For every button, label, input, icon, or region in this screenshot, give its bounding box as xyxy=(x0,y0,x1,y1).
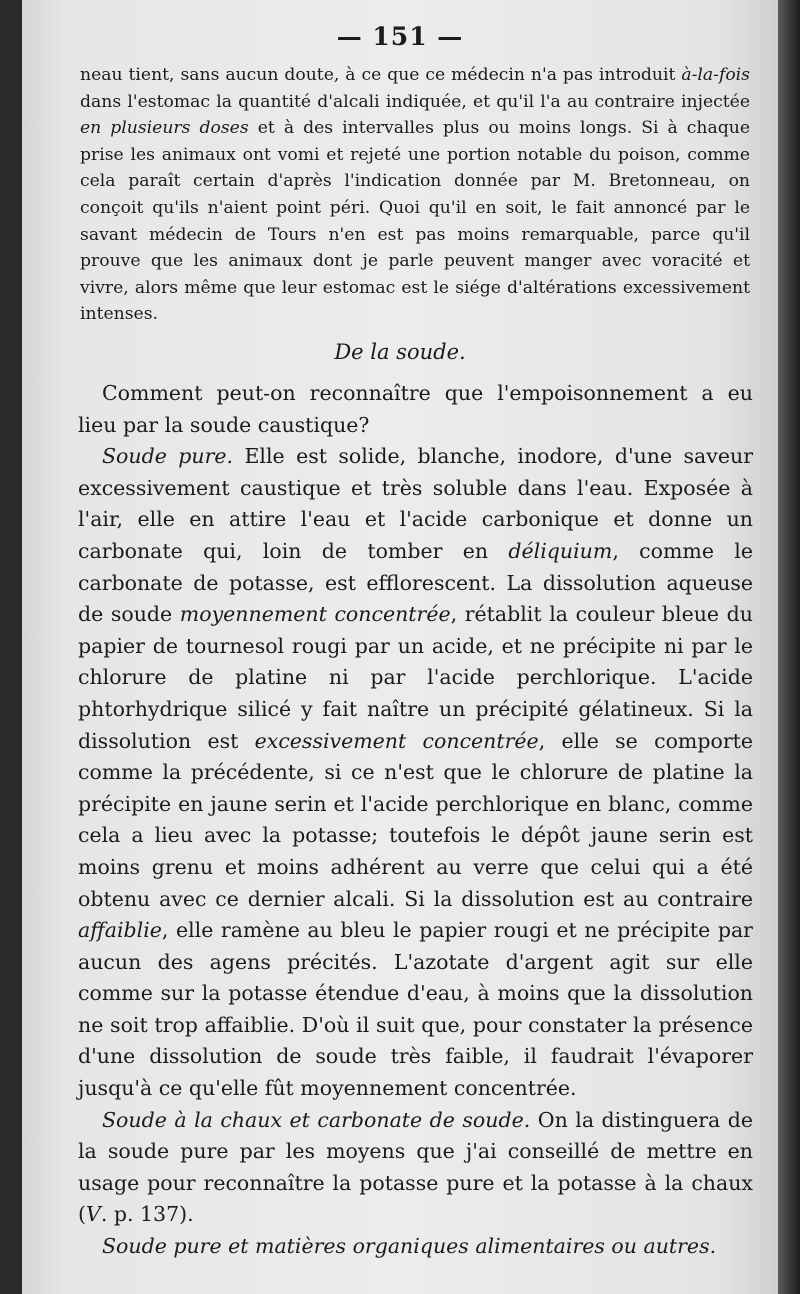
soude-pure-label: Soude pure. xyxy=(102,444,234,469)
page-edge-shadow xyxy=(778,0,800,1294)
question-paragraph: Comment peut-on reconnaître que l'empoisonnement a eu lieu par la soude caustique? xyxy=(78,381,753,437)
next-section-heading: Soude pure et matières organiques alimentaires ou autres. xyxy=(102,1234,717,1259)
soude-pure-paragraph: Soude pure. Elle est solide, blanche, inodore, d'une saveur excessivement caustique et très soluble dans l'eau. Exposée à l'air, elle en attire l'eau et l'acide carbonique et donne un carbonate qui, loin de tomber en déliquium, comme le carbonate de potasse, est efflorescent. La dissolution aqueuse de soude moyennement concentrée, rétablit la couleur bleue du papier de tournesol rougi par un acide, et ne précipite ni par le chlorure de platine ni par l'acide perchlorique. L'acide phtorhydrique silicé y fait naître un précipité gélatineux. Si la dissolution est excessivement concentrée, elle se comporte comme la précédente, si ce n'est que le chlorure de platine la précipite en jaune serin et l'acide perchlorique en blanc, comme cela a lieu avec la potasse; toutefois le dépôt jaune serin est moins grenu et moins adhérent au verre que celui qui a été obtenu avec ce dernier alcali. Si la dissolution est au contraire affaiblie, elle ramène au bleu le papier rougi et ne précipite par aucun des agens précités. L'azotate d'argent agit sur elle comme sur la potasse étendue d'eau, à moins que la dissolution ne soit trop affaiblie. D'où il suit que, pour constater la présence d'une dissolution de soude très faible, il faudrait l'évaporer jusqu'à ce qu'elle fût moyennement concentrée. xyxy=(78,444,753,1101)
continuation-text: neau tient, sans aucun doute, à ce que ce médecin n'a pas introduit à-la-fois dans l'estomac la quantité d'alcali indiquée, et qu'il l'a au contraire injectée en plusieurs doses et à des intervalles plus ou moins longs. Si à chaque prise les animaux ont vomi et rejeté une portion notable du poison, comme cela paraît certain d'après l'indication donnée par M. Bretonneau, on conçoit qu'ils n'aient point péri. Quoi qu'il en soit, le fait annoncé par le savant médecin de Tours n'en est pas moins remarquable, parce qu'il prouve que les animaux dont je parle peuvent manger avec voracité et vivre, alors même que leur estomac est le siége d'altérations excessivement intenses. xyxy=(80,65,750,325)
soude-chaux-label: Soude à la chaux et carbonate de soude. xyxy=(102,1107,531,1132)
page-number: — 151 — xyxy=(336,22,464,51)
soude-chaux-paragraph: Soude à la chaux et carbonate de soude. On la distinguera de la soude pure par les moyens que j'ai conseillé de mettre en usage pour reconnaître la potasse pure et la potasse à la chaux (V. p. 137). xyxy=(78,1107,753,1227)
section-heading: De la soude. xyxy=(334,340,466,364)
main-text xyxy=(78,378,753,1263)
book-page xyxy=(22,0,778,1294)
continuation-paragraph xyxy=(80,62,750,328)
